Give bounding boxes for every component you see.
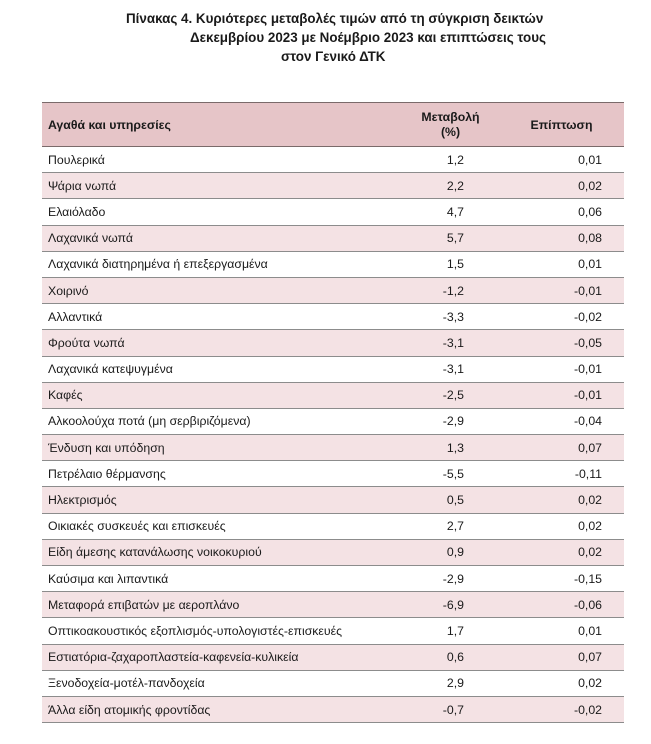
row-impact-value: 0,08 — [499, 225, 624, 251]
row-impact-value: -0,15 — [499, 566, 624, 592]
table-row — [42, 644, 624, 670]
title-line-1: Πίνακας 4. Κυριότερες μεταβολές τιμών από τη σύγκριση δεικτών — [126, 11, 544, 26]
row-item-name: Πετρέλαιο θέρμανσης — [42, 461, 372, 487]
row-impact-value: 0,02 — [499, 539, 624, 565]
row-item-name: Πουλερικά — [42, 147, 372, 173]
row-impact-value: -0,01 — [499, 356, 624, 382]
row-change-value: -3,3 — [372, 304, 499, 330]
row-change-value: -2,9 — [372, 408, 499, 434]
row-item-name: Ένδυση και υπόδηση — [42, 435, 372, 461]
table-row — [42, 356, 624, 382]
row-item-name: Καύσιμα και λιπαντικά — [42, 566, 372, 592]
row-impact-value: 0,01 — [499, 251, 624, 277]
row-item-name: Λαχανικά κατεψυγμένα — [42, 356, 372, 382]
row-change-value: -6,9 — [372, 592, 499, 618]
row-change-value: -3,1 — [372, 356, 499, 382]
table-row — [42, 173, 624, 199]
row-impact-value: -0,11 — [499, 461, 624, 487]
row-impact-value: -0,01 — [499, 277, 624, 303]
header-item: Αγαθά και υπηρεσίες — [42, 103, 372, 147]
row-impact-value: -0,06 — [499, 592, 624, 618]
row-change-value: -2,9 — [372, 566, 499, 592]
row-change-value: 5,7 — [372, 225, 499, 251]
row-change-value: 2,2 — [372, 173, 499, 199]
row-impact-value: 0,06 — [499, 199, 624, 225]
row-change-value: 1,5 — [372, 251, 499, 277]
row-impact-value: 0,02 — [499, 670, 624, 696]
row-impact-value: -0,02 — [499, 696, 624, 722]
row-change-value: 2,7 — [372, 513, 499, 539]
title-line-2: Δεκεμβρίου 2023 με Νοέμβριο 2023 και επιπτώσεις τους — [190, 30, 546, 45]
row-item-name: Είδη άμεσης κατανάλωσης νοικοκυριού — [42, 539, 372, 565]
row-impact-value: 0,02 — [499, 513, 624, 539]
table-row — [42, 539, 624, 565]
row-impact-value: 0,02 — [499, 173, 624, 199]
row-change-value: 0,6 — [372, 644, 499, 670]
row-change-value: -1,2 — [372, 277, 499, 303]
row-item-name: Καφές — [42, 382, 372, 408]
row-change-value: 2,9 — [372, 670, 499, 696]
table-row — [42, 696, 624, 722]
row-impact-value: 0,07 — [499, 644, 624, 670]
table-row — [42, 330, 624, 356]
table-row — [42, 566, 624, 592]
row-item-name: Αλλαντικά — [42, 304, 372, 330]
table-row — [42, 382, 624, 408]
row-change-value: 4,7 — [372, 199, 499, 225]
row-item-name: Οικιακές συσκευές και επισκευές — [42, 513, 372, 539]
table-row — [42, 435, 624, 461]
table-row — [42, 147, 624, 173]
row-item-name: Εστιατόρια-ζαχαροπλαστεία-καφενεία-κυλικεία — [42, 644, 372, 670]
table-row — [42, 487, 624, 513]
row-impact-value: 0,01 — [499, 618, 624, 644]
table-row — [42, 277, 624, 303]
table-row — [42, 304, 624, 330]
header-impact: Επίπτωση — [499, 103, 624, 147]
table-row — [42, 513, 624, 539]
title-line-3: στον Γενικό ΔΤΚ — [281, 49, 386, 64]
table-row — [42, 670, 624, 696]
header-row — [42, 103, 624, 147]
table-title — [0, 9, 651, 66]
row-impact-value: -0,04 — [499, 408, 624, 434]
row-item-name: Χοιρινό — [42, 277, 372, 303]
row-item-name: Αλκοολούχα ποτά (μη σερβιριζόμενα) — [42, 408, 372, 434]
row-change-value: 0,9 — [372, 539, 499, 565]
row-item-name: Μεταφορά επιβατών με αεροπλάνο — [42, 592, 372, 618]
table-row — [42, 592, 624, 618]
row-item-name: Άλλα είδη ατομικής φροντίδας — [42, 696, 372, 722]
row-change-value: -2,5 — [372, 382, 499, 408]
row-impact-value: -0,05 — [499, 330, 624, 356]
row-impact-value: 0,07 — [499, 435, 624, 461]
row-change-value: -0,7 — [372, 696, 499, 722]
table-row — [42, 225, 624, 251]
row-item-name: Λαχανικά διατηρημένα ή επεξεργασμένα — [42, 251, 372, 277]
header-change-line2: (%) — [440, 124, 461, 139]
row-impact-value: 0,01 — [499, 147, 624, 173]
row-impact-value: 0,02 — [499, 487, 624, 513]
header-change-line1: Μεταβολή — [421, 109, 480, 124]
row-item-name: Οπτικοακουστικός εξοπλισμός-υπολογιστές-επισκευές — [42, 618, 372, 644]
row-item-name: Φρούτα νωπά — [42, 330, 372, 356]
row-item-name: Ψάρια νωπά — [42, 173, 372, 199]
row-item-name: Ξενοδοχεία-μοτέλ-πανδοχεία — [42, 670, 372, 696]
table-row — [42, 199, 624, 225]
row-item-name: Λαχανικά νωπά — [42, 225, 372, 251]
table-row — [42, 461, 624, 487]
table-body — [42, 147, 624, 723]
row-change-value: -3,1 — [372, 330, 499, 356]
header-change — [372, 103, 499, 147]
price-changes-table — [42, 102, 624, 723]
row-impact-value: -0,01 — [499, 382, 624, 408]
table-row — [42, 408, 624, 434]
row-change-value: 0,5 — [372, 487, 499, 513]
row-change-value: 1,3 — [372, 435, 499, 461]
row-item-name: Ελαιόλαδο — [42, 199, 372, 225]
row-change-value: -5,5 — [372, 461, 499, 487]
row-change-value: 1,7 — [372, 618, 499, 644]
row-impact-value: -0,02 — [499, 304, 624, 330]
table-row — [42, 618, 624, 644]
table-header — [42, 103, 624, 147]
table-row — [42, 251, 624, 277]
row-change-value: 1,2 — [372, 147, 499, 173]
row-item-name: Ηλεκτρισμός — [42, 487, 372, 513]
